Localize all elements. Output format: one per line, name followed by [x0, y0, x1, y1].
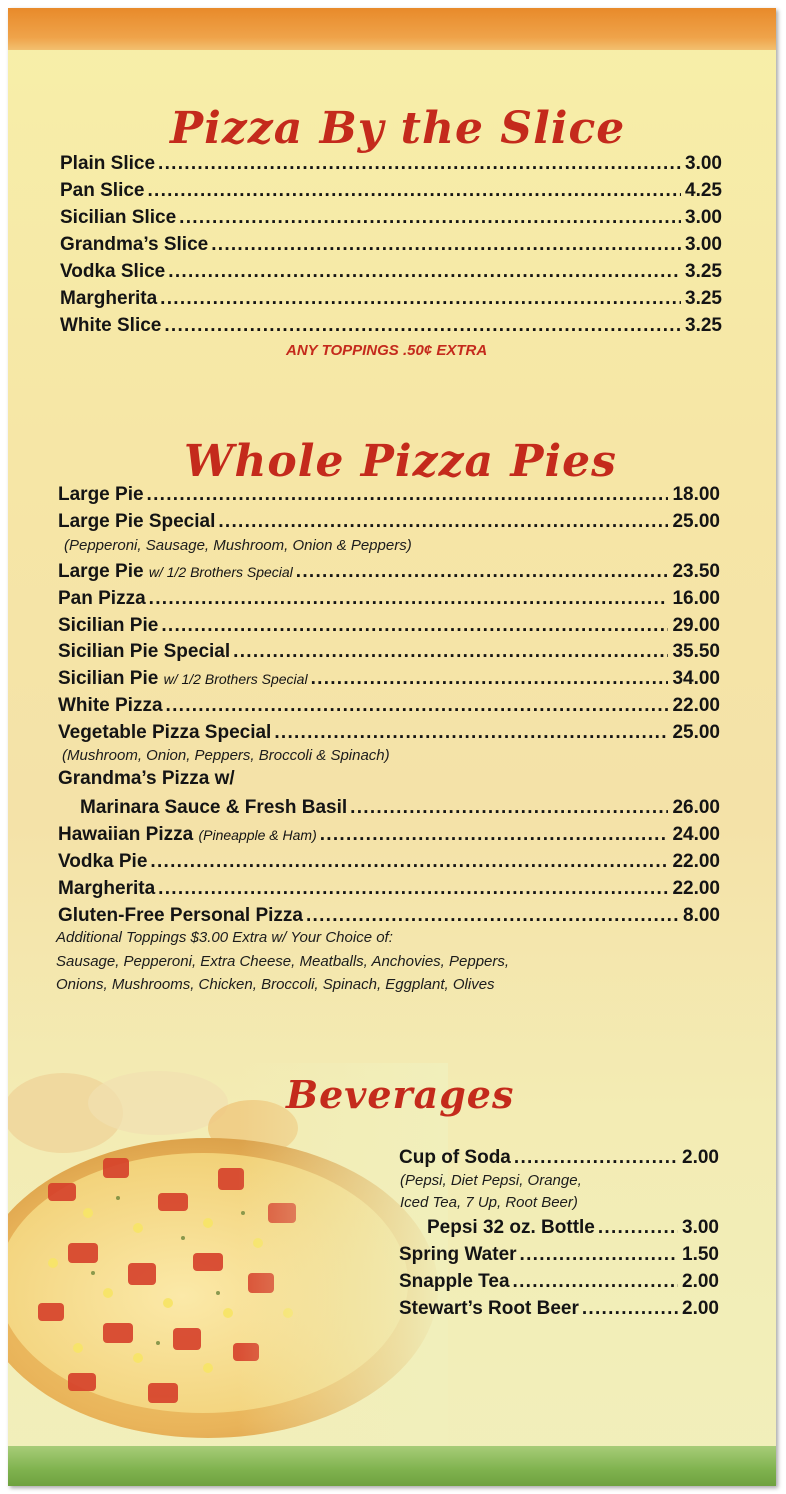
menu-item-vodka-slice — [60, 260, 722, 284]
item-name: Sicilian Pie — [58, 668, 159, 689]
item-price: 3.00 — [685, 207, 722, 228]
menu-item-white-slice — [60, 314, 722, 338]
vegetable-special-desc: (Mushroom, Onion, Peppers, Broccoli & Spinach) — [62, 747, 390, 764]
grandma-pizza-line1: Grandma’s Pizza w/ — [58, 768, 235, 789]
item-price: 3.00 — [682, 1217, 719, 1238]
menu-item-snapple — [399, 1270, 719, 1294]
item-name: Hawaiian Pizza — [58, 824, 194, 845]
menu-item-grandma-pizza — [80, 796, 720, 820]
item-price: 16.00 — [672, 588, 720, 609]
item-name: Sicilian Pie Special — [58, 641, 231, 662]
item-price: 3.25 — [685, 288, 722, 309]
soda-desc-2: Iced Tea, 7 Up, Root Beer) — [400, 1194, 578, 1211]
menu-item-margherita-pie — [58, 877, 720, 901]
menu-item-pan-pizza — [58, 587, 720, 611]
item-price: 25.00 — [672, 722, 720, 743]
slice-toppings-note: ANY TOPPINGS .50¢ EXTRA — [286, 342, 488, 359]
item-name: White Slice — [60, 315, 162, 336]
item-name: Large Pie Special — [58, 511, 216, 532]
item-name: Sicilian Pie — [58, 615, 159, 636]
menu-item-pepsi-bottle — [427, 1216, 719, 1240]
menu-item-sicilian-pie-brothers — [58, 667, 720, 691]
bottom-green-band — [8, 1446, 776, 1486]
menu-item-margherita-slice — [60, 287, 722, 311]
item-name: Vodka Slice — [60, 261, 166, 282]
item-price: 18.00 — [672, 484, 720, 505]
item-name: Stewart’s Root Beer — [399, 1298, 579, 1319]
item-price: 4.25 — [685, 180, 722, 201]
menu-page — [8, 8, 776, 1486]
item-name: Vegetable Pizza Special — [58, 722, 272, 743]
item-price: 23.50 — [672, 561, 720, 582]
item-price: 8.00 — [683, 905, 720, 926]
item-price: 35.50 — [672, 641, 720, 662]
item-name: Margherita — [58, 878, 156, 899]
menu-item-stewarts — [399, 1297, 719, 1321]
item-name: Snapple Tea — [399, 1271, 510, 1292]
toppings-line-1: Additional Toppings $3.00 Extra w/ Your Choice of: — [56, 929, 393, 946]
item-price: 3.00 — [685, 234, 722, 255]
item-name: Gluten-Free Personal Pizza — [58, 905, 303, 926]
item-name: White Pizza — [58, 695, 163, 716]
toppings-line-2: Sausage, Pepperoni, Extra Cheese, Meatballs, Anchovies, Peppers, — [56, 953, 510, 970]
menu-item-sicilian-pie — [58, 614, 720, 638]
menu-item-cup-of-soda — [399, 1146, 719, 1170]
item-price: 3.00 — [685, 153, 722, 174]
menu-item-white-pizza — [58, 694, 720, 718]
pizza-illustration — [8, 1063, 448, 1453]
item-sub: w/ 1/2 Brothers Special — [163, 671, 308, 687]
menu-item-large-pie-special — [58, 510, 720, 534]
item-price: 24.00 — [672, 824, 720, 845]
item-name: Large Pie — [58, 484, 144, 505]
item-price: 26.00 — [672, 797, 720, 818]
item-price: 29.00 — [672, 615, 720, 636]
menu-item-grandmas-slice — [60, 233, 722, 257]
menu-item-spring-water — [399, 1243, 719, 1267]
item-name: Spring Water — [399, 1244, 517, 1265]
item-price: 2.00 — [682, 1298, 719, 1319]
item-name: Pepsi 32 oz. Bottle — [427, 1217, 595, 1238]
item-price: 3.25 — [685, 315, 722, 336]
item-name: Margherita — [60, 288, 158, 309]
item-name: Pan Pizza — [58, 588, 146, 609]
toppings-line-3: Onions, Mushrooms, Chicken, Broccoli, Spinach, Eggplant, Olives — [56, 976, 495, 993]
menu-item-plain-slice — [60, 152, 722, 176]
item-name: Cup of Soda — [399, 1147, 511, 1168]
item-price: 22.00 — [672, 695, 720, 716]
menu-item-vegetable-special — [58, 721, 720, 745]
item-price: 3.25 — [685, 261, 722, 282]
item-name: Plain Slice — [60, 153, 156, 174]
item-price: 25.00 — [672, 511, 720, 532]
pies-heading: Whole Pizza Pies — [184, 436, 617, 487]
item-price: 2.00 — [682, 1271, 719, 1292]
soda-desc-1: (Pepsi, Diet Pepsi, Orange, — [400, 1172, 582, 1189]
item-name: Large Pie — [58, 561, 144, 582]
slice-heading: Pizza By the Slice — [170, 103, 626, 154]
large-pie-special-desc: (Pepperoni, Sausage, Mushroom, Onion & Peppers) — [64, 537, 412, 554]
menu-item-vodka-pie — [58, 850, 720, 874]
menu-item-large-pie — [58, 483, 720, 507]
top-orange-band — [8, 8, 776, 50]
menu-item-pan-slice — [60, 179, 722, 203]
menu-item-large-pie-brothers — [58, 560, 720, 584]
item-price: 22.00 — [672, 851, 720, 872]
item-name: Grandma’s Slice — [60, 234, 209, 255]
item-name: Marinara Sauce & Fresh Basil — [80, 797, 348, 818]
item-name: Pan Slice — [60, 180, 145, 201]
item-price: 1.50 — [682, 1244, 719, 1265]
item-sub: w/ 1/2 Brothers Special — [148, 564, 293, 580]
item-price: 2.00 — [682, 1147, 719, 1168]
menu-item-gluten-free — [58, 904, 720, 928]
item-name: Sicilian Slice — [60, 207, 177, 228]
item-sub: (Pineapple & Ham) — [198, 827, 317, 843]
item-price: 22.00 — [672, 878, 720, 899]
beverages-heading: Beverages — [286, 1072, 515, 1117]
menu-item-hawaiian — [58, 823, 720, 847]
item-price: 34.00 — [672, 668, 720, 689]
item-name: Vodka Pie — [58, 851, 148, 872]
menu-item-sicilian-pie-special — [58, 640, 720, 664]
menu-item-sicilian-slice — [60, 206, 722, 230]
